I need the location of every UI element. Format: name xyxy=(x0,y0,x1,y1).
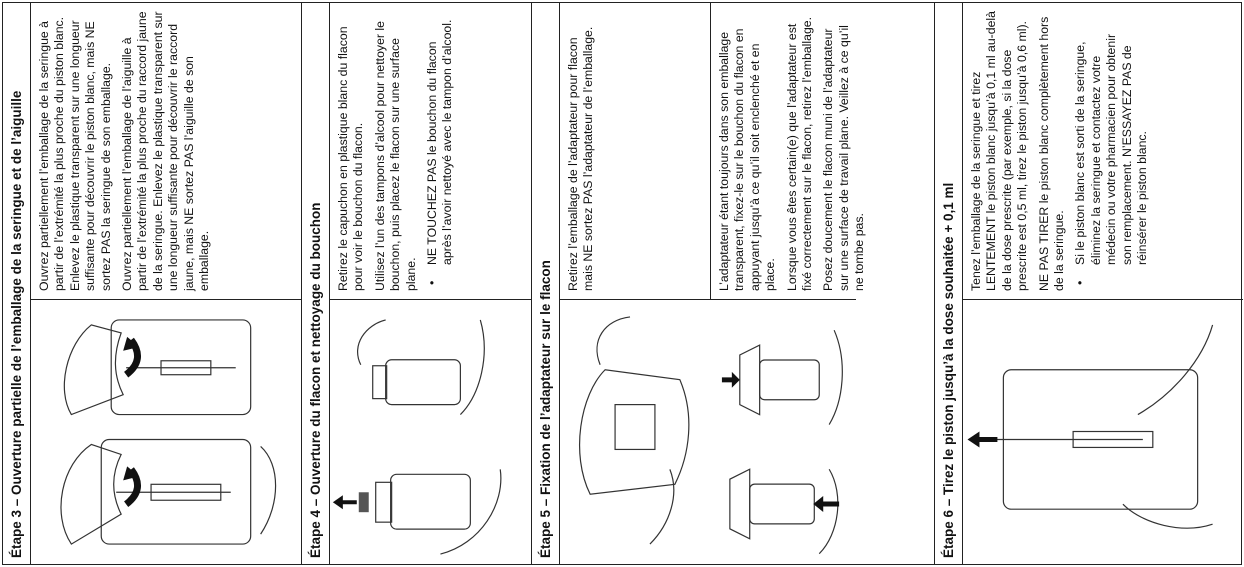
step-6 xyxy=(934,3,1243,564)
step-5-paragraph-1: Retirez l’emballage de l’adaptateur pour flacon mais NE sortez PAS l’adaptateur de l’emballage. xyxy=(566,26,596,291)
step-3-paragraph-1: Ouvrez partiellement l’emballage de la seringue à partir de l’extrémité la plus proche du piston blanc. Enlevez le plastique transparent sur une longueur suffisante pour découvrir le piston blanc, mais NE sortez PAS la seringue de son emballage. xyxy=(37,16,113,291)
vial-icon xyxy=(391,474,471,529)
step-5b-paragraph-2: Lorsque vous êtes certain(e) que l’adaptateur est fixé correctement sur le flacon, retirez l’emballage. xyxy=(784,16,815,291)
instruction-table xyxy=(2,2,1242,565)
step-6-paragraph-1: Tenez l’emballage de la seringue et tirez LENTEMENT le piston blanc jusqu’à 0,1 ml au-delà de la dose prescrite (par exemple, si la dose prescrite est 0,5 ml, tirez le piston jusqu’à 0,6 ml). xyxy=(969,10,1030,291)
adapter-attach-illustration xyxy=(710,300,856,564)
adapter-package-illustration xyxy=(560,300,710,564)
step-3-illustration xyxy=(31,299,301,564)
step-5b-paragraph-3: Posez doucement le flacon muni de l’adaptateur sur une surface de travail plane. Veillez à ce qu’il ne tombe pas. xyxy=(821,25,867,291)
step-4-illustration xyxy=(330,299,531,564)
hand-icon xyxy=(650,469,674,544)
alcohol-swab-icon xyxy=(359,492,369,512)
step-6-title: Étape 6 – Tirez le piston jusqu’à la dose souhaitée + 0,1 ml xyxy=(935,3,963,564)
step-3 xyxy=(3,3,301,564)
step-5-text-2 xyxy=(710,3,867,299)
bullet-icon: • xyxy=(425,280,440,285)
hand-icon xyxy=(61,444,121,544)
step-6-warning-text: Si le piston blanc est sorti de la seringue, éliminez la seringue et contactez votre médecin ou votre pharmacien pour obtenir son remplacement. N’ESSAYEZ PAS de réinsérer le piston blanc. xyxy=(1073,33,1150,265)
step-5-text-1 xyxy=(560,3,710,299)
bullet-icon: • xyxy=(1073,280,1088,285)
vial-cap-illustration xyxy=(330,300,531,564)
step-4-title: Étape 4 – Ouverture du flacon et nettoyage du bouchon xyxy=(302,3,330,564)
step-4-text xyxy=(330,3,531,299)
step-6-paragraph-2: NE PAS TIRER le piston blanc complètement hors de la seringue. xyxy=(1036,16,1067,291)
open-package-illustration xyxy=(31,300,301,564)
step-3-title: Étape 3 – Ouverture partielle de l’emballage de la seringue et de l’aiguille xyxy=(3,3,31,564)
step-5-illustration-2 xyxy=(710,299,856,564)
step-5 xyxy=(531,3,867,564)
step-5-illustration-1 xyxy=(560,299,710,564)
step-5b-paragraph-1: L’adaptateur étant toujours dans son emballage transparent, fixez-le sur le bouchon du flacon en appuyant jusqu’à ce qu’il soit enclenché et en place. xyxy=(717,28,778,291)
step-5-title: Étape 5 – Fixation de l’adaptateur sur le flacon xyxy=(532,3,560,564)
step-3-paragraph-2: Ouvrez partiellement l’emballage de l’aiguille à partir de l’extrémité la plus proche du raccord jaune de la seringue. Enlevez le plastique transparent sur une longueur suffisante pour découvrir le raccord jaune, mais NE sortez PAS l’aiguille de son emballage. xyxy=(120,11,212,291)
step-4 xyxy=(301,3,531,564)
step-4-warning xyxy=(425,11,456,285)
step-6-illustration xyxy=(963,299,1243,564)
step-4-warning-text: NE TOUCHEZ PAS le bouchon du flacon après l’avoir nettoyé avec le tampon d’alcool. xyxy=(425,19,455,265)
step-4-paragraph-1: Retirez le capuchon en plastique blanc du flacon pour voir le bouchon du flacon. xyxy=(336,26,366,291)
step-6-warning xyxy=(1073,11,1150,285)
step-4-paragraph-2: Utilisez l’un des tampons d’alcool pour nettoyer le bouchon, puis placez le flacon sur une surface plane. xyxy=(372,21,418,291)
step-3-text xyxy=(31,3,301,299)
step-6-text xyxy=(963,3,1243,299)
pull-plunger-illustration xyxy=(963,300,1243,564)
